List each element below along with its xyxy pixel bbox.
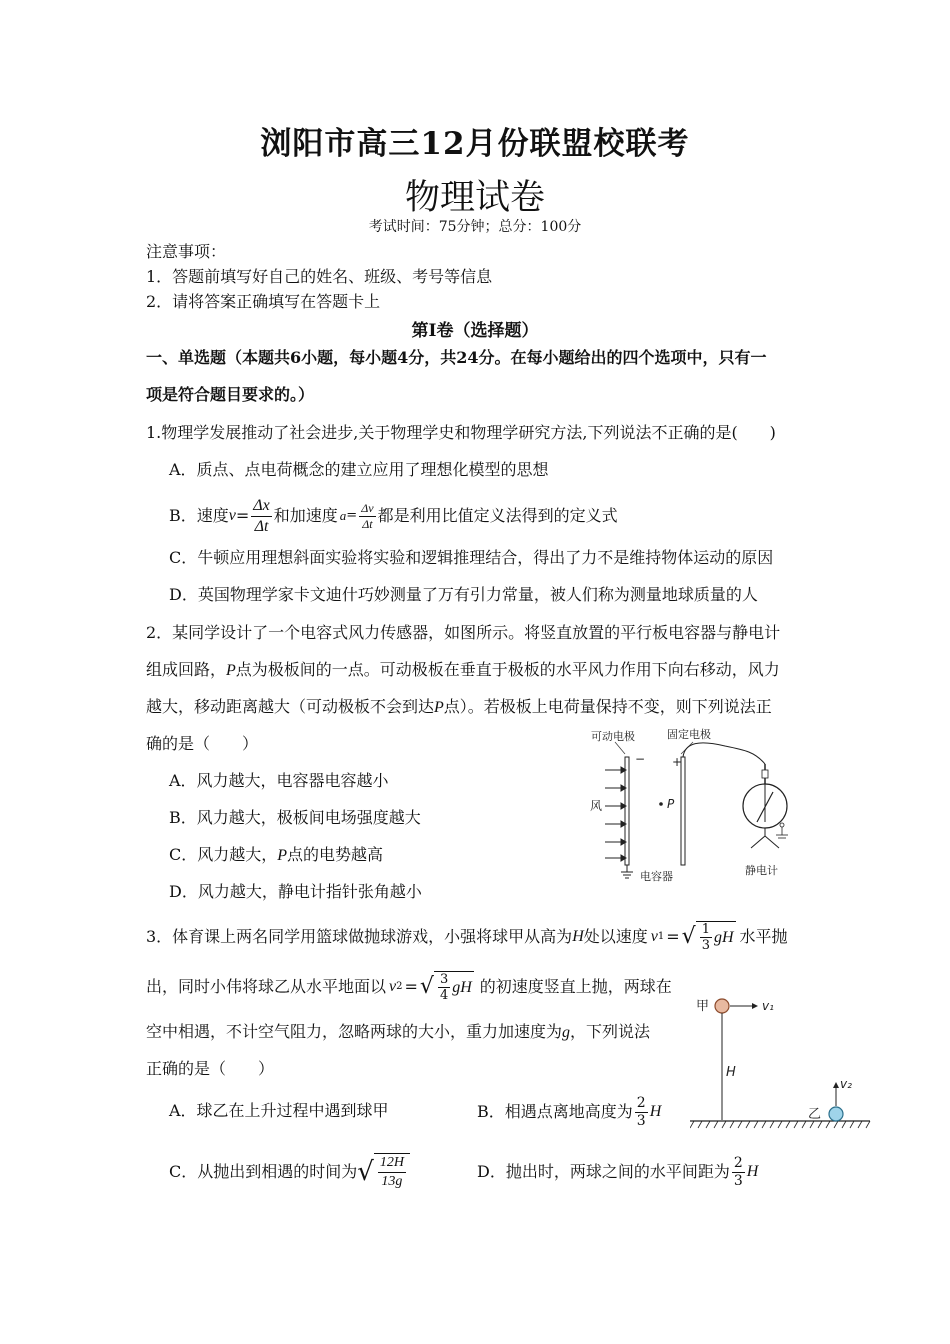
q3-sqrt-sign-3: √ (357, 1157, 374, 1187)
q3-fig-ball-a-label: 甲 (696, 999, 710, 1014)
q3-option-c: C．从抛出到相遇的时间为 √ $\frac{12H}{13g}$ (169, 1148, 410, 1196)
q3-fig-ground-hatch (690, 1121, 870, 1128)
q3-option-b: B．相遇点离地高度为 $\frac{2}{3}$ H (477, 1094, 662, 1129)
q2-fig-minus: − (635, 752, 646, 766)
q2-line1: 2．某同学设计了一个电容式风力传感器，如图所示。将竖直放置的平行板电容器与静电计 (146, 623, 781, 642)
q1-option-c: C．牛顿应用理想斜面实验将实验和逻辑推理结合，得出了力不是维持物体运动的原因 (169, 548, 774, 567)
q2-fig-wire (683, 743, 765, 764)
q2-capacitor-figure (585, 722, 810, 887)
q1-b-text-1: B．速度 (169, 506, 229, 525)
q1-stem: 1.物理学发展推动了社会进步,关于物理学史和物理学研究方法,下列说法不正确的是( ) (146, 423, 776, 442)
part-instructions-line1: 一、单选题（本题共6小题，每小题4分，共24分。在每小题给出的四个选项中，只有一 (146, 348, 767, 367)
q3-line3: 空中相遇，不计空气阻力，忽略两球的大小，重力加速度为g，下列说法 (146, 1022, 651, 1041)
q3-projectile-figure (690, 990, 875, 1140)
q2-fig-electrometer-leg-1 (751, 836, 765, 848)
q2-fig-ground-terminal (780, 823, 784, 827)
q1-b-eq2: = (346, 508, 358, 523)
q1-b-a: a (339, 508, 347, 523)
q2-line2: 组成回路，P点为极板间的一点。可动极板在垂直于极板的水平风力作用下向右移动，风力 (146, 660, 780, 679)
q1-option-d: D．英国物理学家卡文迪什巧妙测量了万有引力常量，被人们称为测量地球质量的人 (169, 585, 758, 604)
q2-line4: 确的是（ ） (146, 734, 259, 753)
q3-fig-ball-b (829, 1107, 843, 1121)
q3-fig-ball-a (715, 999, 729, 1013)
q3-sqrt-sign-2: √ (419, 974, 434, 999)
q2-fig-p-label: P (667, 797, 675, 811)
q3-option-d: D．抛出时，两球之间的水平间距为 $\frac{2}{3}$ H (477, 1154, 759, 1189)
q1-b-fraction-acceleration: $\frac{\Delta v}{\Delta t}$ (361, 500, 374, 531)
q1-option-a: A．质点、点电荷概念的建立应用了理想化模型的思想 (169, 460, 549, 479)
q2-fig-capacitor-label: 电容器 (640, 870, 673, 883)
subject-title: 物理试卷 (404, 178, 545, 218)
q2-fig-electrometer-label: 静电计 (745, 864, 778, 877)
q2-option-a: A．风力越大，电容器电容越小 (169, 771, 389, 790)
q2-fig-movable-plate (625, 757, 629, 865)
q3-fig-v2-label: v₂ (840, 1077, 852, 1091)
q3-fig-v1-arrowhead (752, 1003, 758, 1009)
q3-option-a: A．球乙在上升过程中遇到球甲 (169, 1101, 389, 1120)
q1-b-v: v (228, 507, 236, 524)
q1-b-fraction-velocity: $\frac{\Delta x}{\Delta t}$ (253, 496, 270, 535)
q3-line1: 3．体育课上两名同学用篮球做抛球游戏，小强将球甲从高为 H 处以速度 v 1 = √ $\frac{1}{3}$ gH 水平抛 (146, 922, 788, 953)
q2-option-b: B．风力越大，极板间电场强度越大 (169, 808, 421, 827)
notes-heading: 注意事项： (146, 242, 227, 261)
q3-sqrt-sign-1: √ (681, 924, 696, 949)
q3-fig-height-label: H (726, 1065, 736, 1080)
q2-fig-movable-label: 可动电极 (591, 730, 635, 743)
note-item-1: 1．答题前填写好自己的姓名、班级、考号等信息 (146, 267, 493, 286)
q2-fig-electrometer-leg-2 (765, 836, 779, 848)
part-instructions-line2: 项是符合题目要求的。） (146, 385, 315, 404)
q1-b-text-3: 都是利用比值定义法得到的定义式 (377, 506, 618, 525)
q3-radicand-2: $\frac{3}{4}$ gH (434, 971, 474, 1003)
exam-info: 考试时间：75分钟；总分：100分 (368, 219, 582, 235)
q2-fig-fixed-label: 固定电极 (667, 728, 711, 741)
q2-fig-leader-1 (615, 742, 625, 754)
q2-fig-wind-label: 风 (590, 799, 603, 813)
q3-fig-ball-b-label: 乙 (808, 1107, 822, 1122)
q2-option-c: C．风力越大，P点的电势越高 (169, 845, 384, 864)
q3-fig-v2-arrowhead (833, 1082, 839, 1088)
q1-b-text-2: 和加速度 (273, 506, 338, 525)
note-item-2: 2．请将答案正确填写在答题卡上 (146, 292, 381, 311)
q2-option-d: D．风力越大，静电计指针张角越小 (169, 882, 422, 901)
q3-radicand-3: $\frac{12H}{13g}$ (374, 1153, 410, 1191)
q3-radicand-1: $\frac{1}{3}$ gH (696, 921, 736, 953)
q1-b-eq1: = (235, 506, 250, 525)
q2-fig-plus: + (672, 755, 683, 769)
q3-line2: 出，同时小伟将球乙从水平地面以 v 2 = √ $\frac{3}{4}$ gH 的初速度竖直上抛，两球在 (146, 972, 672, 1003)
q1-option-b (169, 494, 618, 538)
q2-fig-fixed-plate (681, 757, 685, 865)
q2-line3: 越大，移动距离越大（可动极板不会到达P点）。若极板上电荷量保持不变，则下列说法正 (146, 697, 772, 716)
q2-fig-electrometer-insulator (762, 770, 768, 778)
q2-fig-point-p (659, 802, 663, 806)
exam-title: 浏阳市高三12月份联盟校联考 (260, 126, 690, 162)
section-title: 第Ⅰ卷（选择题） (411, 321, 539, 341)
q2-fig-wind-arrows (605, 767, 626, 861)
q3-fig-v1-label: v₁ (762, 999, 774, 1013)
q3-line4: 正确的是（ ） (146, 1059, 275, 1078)
